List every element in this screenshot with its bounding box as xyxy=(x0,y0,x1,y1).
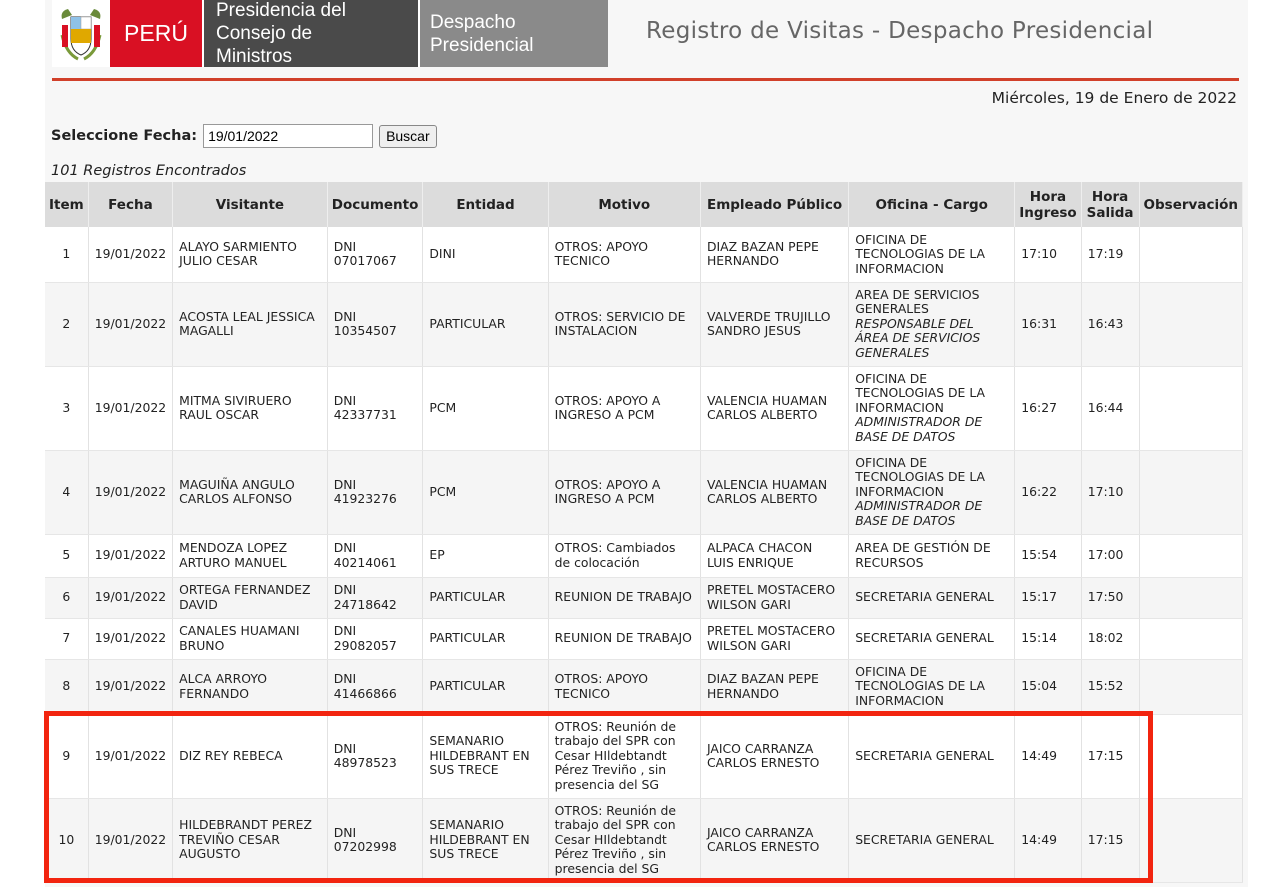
cell-documento: DNI 24718642 xyxy=(327,577,423,618)
cell-salida: 17:10 xyxy=(1081,450,1139,534)
cell-ingreso: 15:17 xyxy=(1015,577,1081,618)
cell-ingreso: 16:27 xyxy=(1015,366,1081,450)
table-header-row xyxy=(45,182,1243,227)
cell-item: 10 xyxy=(45,798,88,882)
site-header xyxy=(52,0,608,67)
cell-motivo: REUNION DE TRABAJO xyxy=(548,618,700,659)
cell-salida: 17:00 xyxy=(1081,534,1139,577)
cell-visitante: DIZ REY REBECA xyxy=(173,714,328,798)
cell-item: 6 xyxy=(45,577,88,618)
header-divider xyxy=(52,78,1239,81)
cell-observacion xyxy=(1139,577,1242,618)
cell-fecha: 19/01/2022 xyxy=(88,534,172,577)
cell-salida: 17:50 xyxy=(1081,577,1139,618)
cell-oficina xyxy=(849,618,1015,659)
date-input[interactable] xyxy=(203,124,373,148)
cell-salida: 16:44 xyxy=(1081,366,1139,450)
col-hora-ingreso: Hora Ingreso xyxy=(1015,182,1081,227)
cell-fecha: 19/01/2022 xyxy=(88,577,172,618)
cell-ingreso: 17:10 xyxy=(1015,227,1081,282)
office-role: ADMINISTRADOR DE BASE DE DATOS xyxy=(855,414,983,444)
despacho-line-2: Presidencial xyxy=(430,34,534,56)
pcm-line-3: Ministros xyxy=(216,46,293,67)
coat-of-arms-logo xyxy=(52,0,110,67)
cell-salida: 18:02 xyxy=(1081,618,1139,659)
col-empleado: Empleado Público xyxy=(700,182,848,227)
col-item: Item xyxy=(45,182,88,227)
cell-documento: DNI 10354507 xyxy=(327,282,423,366)
cell-fecha: 19/01/2022 xyxy=(88,227,172,282)
cell-documento: DNI 29082057 xyxy=(327,618,423,659)
office-name: AREA DE GESTIÓN DE RECURSOS xyxy=(855,540,991,570)
office-name: OFICINA DE TECNOLOGIAS DE LA INFORMACION xyxy=(855,231,985,276)
cell-motivo: REUNION DE TRABAJO xyxy=(548,577,700,618)
cell-entidad: PARTICULAR xyxy=(423,577,548,618)
col-visitante: Visitante xyxy=(173,182,328,227)
cell-entidad: SEMANARIO HILDEBRANT EN SUS TRECE xyxy=(423,714,548,798)
cell-visitante: MITMA SIVIRUERO RAUL OSCAR xyxy=(173,366,328,450)
cell-motivo: OTROS: SERVICIO DE INSTALACION xyxy=(548,282,700,366)
office-name: OFICINA DE TECNOLOGIAS DE LA INFORMACION xyxy=(855,370,985,415)
pcm-line-1: Presidencia del xyxy=(216,0,346,21)
office-name: SECRETARIA GENERAL xyxy=(855,831,994,847)
cell-documento: DNI 07202998 xyxy=(327,798,423,882)
cell-oficina xyxy=(849,366,1015,450)
cell-oficina xyxy=(849,798,1015,882)
cell-salida: 17:15 xyxy=(1081,714,1139,798)
table-row xyxy=(45,366,1243,450)
cell-item: 2 xyxy=(45,282,88,366)
col-observacion: Observación xyxy=(1139,182,1242,227)
cell-oficina xyxy=(849,577,1015,618)
cell-visitante: MAGUIÑA ANGULO CARLOS ALFONSO xyxy=(173,450,328,534)
office-role: ADMINISTRADOR DE BASE DE DATOS xyxy=(855,498,983,528)
office-name: SECRETARIA GENERAL xyxy=(855,589,994,605)
cell-documento: DNI 48978523 xyxy=(327,714,423,798)
cell-entidad: PARTICULAR xyxy=(423,618,548,659)
cell-visitante: ORTEGA FERNANDEZ DAVID xyxy=(173,577,328,618)
cell-documento: DNI 41923276 xyxy=(327,450,423,534)
col-fecha: Fecha xyxy=(88,182,172,227)
cell-entidad: PARTICULAR xyxy=(423,659,548,714)
cell-empleado: ALPACA CHACON LUIS ENRIQUE xyxy=(700,534,848,577)
cell-ingreso: 15:04 xyxy=(1015,659,1081,714)
cell-entidad: PCM xyxy=(423,450,548,534)
table-row xyxy=(45,659,1243,714)
cell-empleado: VALENCIA HUAMAN CARLOS ALBERTO xyxy=(700,366,848,450)
table-row xyxy=(45,714,1243,798)
cell-oficina xyxy=(849,450,1015,534)
cell-observacion xyxy=(1139,618,1242,659)
cell-entidad: SEMANARIO HILDEBRANT EN SUS TRECE xyxy=(423,798,548,882)
cell-observacion xyxy=(1139,450,1242,534)
cell-visitante: ACOSTA LEAL JESSICA MAGALLI xyxy=(173,282,328,366)
table-row xyxy=(45,227,1243,282)
current-date: Miércoles, 19 de Enero de 2022 xyxy=(991,89,1237,107)
pcm-line-2: Consejo de xyxy=(216,23,313,44)
search-button[interactable]: Buscar xyxy=(379,125,437,148)
cell-fecha: 19/01/2022 xyxy=(88,798,172,882)
cell-fecha: 19/01/2022 xyxy=(88,659,172,714)
cell-empleado: VALENCIA HUAMAN CARLOS ALBERTO xyxy=(700,450,848,534)
cell-observacion xyxy=(1139,798,1242,882)
cell-item: 4 xyxy=(45,450,88,534)
cell-oficina xyxy=(849,282,1015,366)
cell-visitante: MENDOZA LOPEZ ARTURO MANUEL xyxy=(173,534,328,577)
cell-item: 5 xyxy=(45,534,88,577)
cell-ingreso: 15:54 xyxy=(1015,534,1081,577)
cell-entidad: PARTICULAR xyxy=(423,282,548,366)
cell-ingreso: 16:31 xyxy=(1015,282,1081,366)
cell-salida: 15:52 xyxy=(1081,659,1139,714)
cell-documento: DNI 07017067 xyxy=(327,227,423,282)
cell-fecha: 19/01/2022 xyxy=(88,618,172,659)
cell-ingreso: 16:22 xyxy=(1015,450,1081,534)
table-row xyxy=(45,798,1243,882)
cell-empleado: JAICO CARRANZA CARLOS ERNESTO xyxy=(700,714,848,798)
cell-oficina xyxy=(849,227,1015,282)
cell-empleado: DIAZ BAZAN PEPE HERNANDO xyxy=(700,659,848,714)
table-row xyxy=(45,577,1243,618)
cell-observacion xyxy=(1139,714,1242,798)
cell-motivo: OTROS: APOYO A INGRESO A PCM xyxy=(548,450,700,534)
col-hora-salida: Hora Salida xyxy=(1081,182,1139,227)
col-entidad: Entidad xyxy=(423,182,548,227)
cell-observacion xyxy=(1139,282,1242,366)
cell-fecha: 19/01/2022 xyxy=(88,366,172,450)
col-documento: Documento xyxy=(327,182,423,227)
cell-oficina xyxy=(849,659,1015,714)
cell-motivo: OTROS: Reunión de trabajo del SPR con Cesar HIldebtandt Pérez Treviño , sin presencia del SG xyxy=(548,798,700,882)
office-name: AREA DE SERVICIOS GENERALES xyxy=(855,286,980,317)
cell-documento: DNI 41466866 xyxy=(327,659,423,714)
table-row xyxy=(45,618,1243,659)
office-name: SECRETARIA GENERAL xyxy=(855,747,994,763)
cell-visitante: ALAYO SARMIENTO JULIO CESAR xyxy=(173,227,328,282)
cell-ingreso: 15:14 xyxy=(1015,618,1081,659)
cell-motivo: OTROS: Cambiados de colocación xyxy=(548,534,700,577)
office-name: OFICINA DE TECNOLOGIAS DE LA INFORMACION xyxy=(855,663,985,708)
cell-empleado: DIAZ BAZAN PEPE HERNANDO xyxy=(700,227,848,282)
office-role: RESPONSABLE DEL ÁREA DE SERVICIOS GENERALES xyxy=(855,315,981,360)
cell-fecha: 19/01/2022 xyxy=(88,282,172,366)
records-count: 101 Registros Encontrados xyxy=(51,163,247,179)
cell-item: 1 xyxy=(45,227,88,282)
cell-observacion xyxy=(1139,659,1242,714)
cell-fecha: 19/01/2022 xyxy=(88,450,172,534)
office-name: OFICINA DE TECNOLOGIAS DE LA INFORMACION xyxy=(855,454,985,499)
cell-documento: DNI 40214061 xyxy=(327,534,423,577)
cell-empleado: JAICO CARRANZA CARLOS ERNESTO xyxy=(700,798,848,882)
cell-entidad: EP xyxy=(423,534,548,577)
cell-visitante: CANALES HUAMANI BRUNO xyxy=(173,618,328,659)
cell-fecha: 19/01/2022 xyxy=(88,714,172,798)
col-motivo: Motivo xyxy=(548,182,700,227)
cell-empleado: VALVERDE TRUJILLO SANDRO JESUS xyxy=(700,282,848,366)
cell-documento: DNI 42337731 xyxy=(327,366,423,450)
cell-observacion xyxy=(1139,366,1242,450)
date-search-form xyxy=(51,124,437,148)
cell-salida: 17:19 xyxy=(1081,227,1139,282)
pcm-brand xyxy=(202,0,418,67)
cell-observacion xyxy=(1139,227,1242,282)
cell-entidad: PCM xyxy=(423,366,548,450)
cell-oficina xyxy=(849,534,1015,577)
table-row xyxy=(45,534,1243,577)
table-row xyxy=(45,282,1243,366)
cell-salida: 17:15 xyxy=(1081,798,1139,882)
cell-observacion xyxy=(1139,534,1242,577)
date-label: Seleccione Fecha: xyxy=(51,128,198,144)
cell-salida: 16:43 xyxy=(1081,282,1139,366)
cell-item: 3 xyxy=(45,366,88,450)
page-title: Registro de Visitas - Despacho Presidencial xyxy=(646,18,1154,44)
cell-item: 8 xyxy=(45,659,88,714)
col-oficina: Oficina - Cargo xyxy=(849,182,1015,227)
cell-motivo: OTROS: APOYO TECNICO xyxy=(548,659,700,714)
peru-brand xyxy=(110,0,202,67)
cell-motivo: OTROS: APOYO TECNICO xyxy=(548,227,700,282)
cell-empleado: PRETEL MOSTACERO WILSON GARI xyxy=(700,577,848,618)
cell-motivo: OTROS: Reunión de trabajo del SPR con Cesar HIldebtandt Pérez Treviño , sin presencia del SG xyxy=(548,714,700,798)
cell-empleado: PRETEL MOSTACERO WILSON GARI xyxy=(700,618,848,659)
cell-visitante: HILDEBRANDT PEREZ TREVIÑO CESAR AUGUSTO xyxy=(173,798,328,882)
cell-ingreso: 14:49 xyxy=(1015,714,1081,798)
cell-entidad: DINI xyxy=(423,227,548,282)
office-name: SECRETARIA GENERAL xyxy=(855,630,994,646)
visits-table xyxy=(45,182,1243,883)
peru-label: PERÚ xyxy=(124,20,188,46)
cell-motivo: OTROS: APOYO A INGRESO A PCM xyxy=(548,366,700,450)
despacho-brand xyxy=(418,0,608,67)
cell-item: 9 xyxy=(45,714,88,798)
cell-oficina xyxy=(849,714,1015,798)
cell-ingreso: 14:49 xyxy=(1015,798,1081,882)
despacho-line-1: Despacho xyxy=(430,11,516,33)
cell-visitante: ALCA ARROYO FERNANDO xyxy=(173,659,328,714)
table-row xyxy=(45,450,1243,534)
cell-item: 7 xyxy=(45,618,88,659)
